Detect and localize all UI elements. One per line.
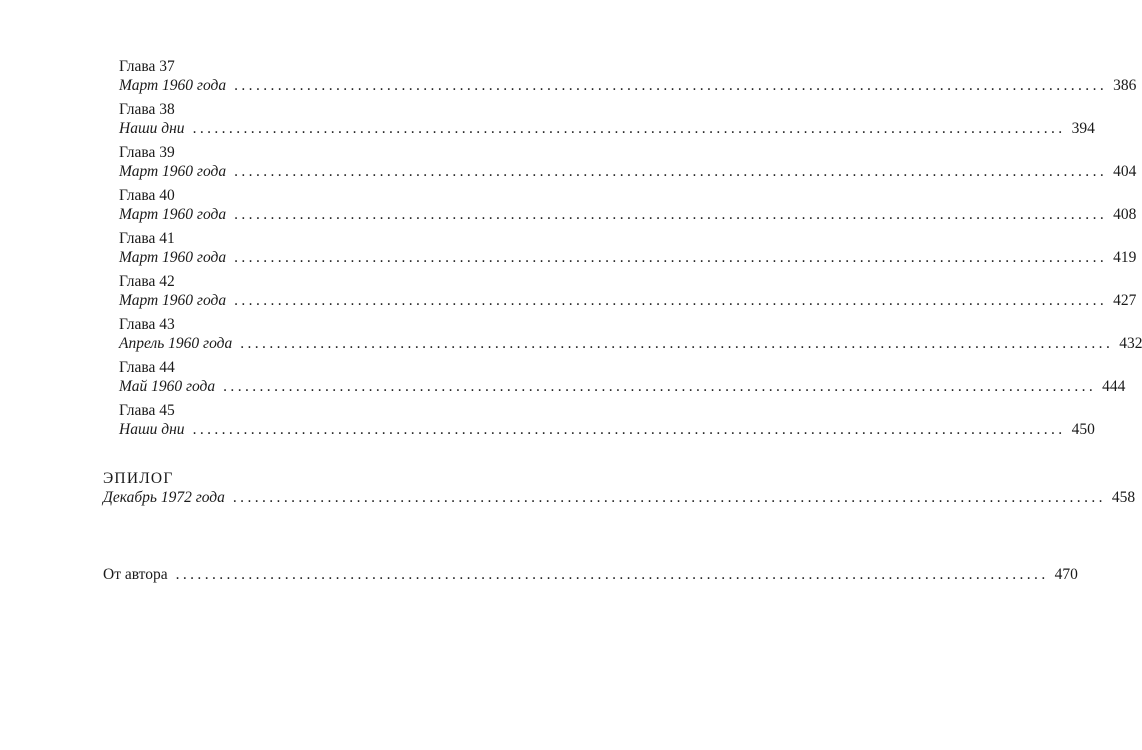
dot-leader: ........................................................................................................................: [234, 77, 1108, 94]
toc-line: [103, 566, 1078, 585]
toc-entry-epilogue[interactable]: [103, 470, 1136, 508]
chapter-title: Наши дни: [119, 120, 185, 137]
dot-leader: ........................................................................................................................: [175, 566, 1049, 583]
chapter-label: Глава 44: [119, 359, 175, 376]
page-number: 419: [1113, 249, 1137, 266]
page-number: 404: [1113, 163, 1137, 180]
author-note-title: От автора: [103, 566, 168, 583]
dot-leader: ........................................................................................................................: [232, 489, 1106, 506]
dot-leader: ........................................................................................................................: [234, 249, 1108, 266]
chapter-label: Глава 41: [119, 230, 175, 247]
chapter-label: Глава 37: [119, 58, 175, 75]
toc-line: [103, 489, 1136, 508]
toc-entry-chapter-42[interactable]: [119, 273, 1137, 311]
toc-line: [119, 249, 1137, 268]
chapter-label: Глава 43: [119, 316, 175, 333]
page-number: 427: [1113, 292, 1137, 309]
page-number: 386: [1113, 77, 1137, 94]
chapter-title: Март 1960 года: [119, 163, 227, 180]
chapter-title: Май 1960 года: [119, 378, 216, 395]
dot-leader: ........................................................................................................................: [234, 292, 1108, 309]
chapter-label: Глава 40: [119, 187, 175, 204]
toc-line: [119, 378, 1126, 397]
page-number: 408: [1113, 206, 1137, 223]
page-number: 394: [1071, 120, 1095, 137]
epilogue-title: Декабрь 1972 года: [103, 489, 225, 506]
chapter-title: Апрель 1960 года: [119, 335, 233, 352]
toc-line: [119, 120, 1095, 139]
toc-entry-chapter-43[interactable]: [119, 316, 1142, 354]
dot-leader: ........................................................................................................................: [234, 206, 1108, 223]
chapter-title: Март 1960 года: [119, 206, 227, 223]
chapter-label: Глава 42: [119, 273, 175, 290]
chapter-title: Март 1960 года: [119, 249, 227, 266]
toc-line: [119, 292, 1137, 311]
chapter-label: Глава 38: [119, 101, 175, 118]
toc-entry-chapter-45[interactable]: [119, 402, 1095, 440]
dot-leader: ........................................................................................................................: [234, 163, 1108, 180]
chapter-title: Март 1960 года: [119, 292, 227, 309]
toc-entry-chapter-39[interactable]: [119, 144, 1137, 182]
epilogue-label: ЭПИЛОГ: [103, 470, 174, 487]
chapter-title: Наши дни: [119, 421, 185, 438]
dot-leader: ........................................................................................................................: [192, 120, 1066, 137]
dot-leader: ........................................................................................................................: [240, 335, 1114, 352]
toc-entry-chapter-41[interactable]: [119, 230, 1137, 268]
page-number: 444: [1102, 378, 1126, 395]
page-number: 458: [1111, 489, 1136, 506]
toc-line: [119, 421, 1095, 440]
page-number: 470: [1054, 566, 1078, 583]
dot-leader: ........................................................................................................................: [223, 378, 1097, 395]
chapter-title: Март 1960 года: [119, 77, 227, 94]
toc-line: [119, 77, 1137, 96]
toc-line: [119, 206, 1137, 225]
page-number: 450: [1071, 421, 1095, 438]
toc-entry-chapter-44[interactable]: [119, 359, 1126, 397]
chapter-label: Глава 45: [119, 402, 175, 419]
toc-line: [119, 163, 1137, 182]
toc-entry-chapter-40[interactable]: [119, 187, 1137, 225]
toc-entry-author-note[interactable]: [103, 566, 1078, 585]
toc-entry-chapter-37[interactable]: [119, 58, 1137, 96]
toc-entry-chapter-38[interactable]: [119, 101, 1095, 139]
page-number: 432: [1119, 335, 1142, 352]
dot-leader: ........................................................................................................................: [192, 421, 1066, 438]
chapter-label: Глава 39: [119, 144, 175, 161]
toc-line: [119, 335, 1142, 354]
